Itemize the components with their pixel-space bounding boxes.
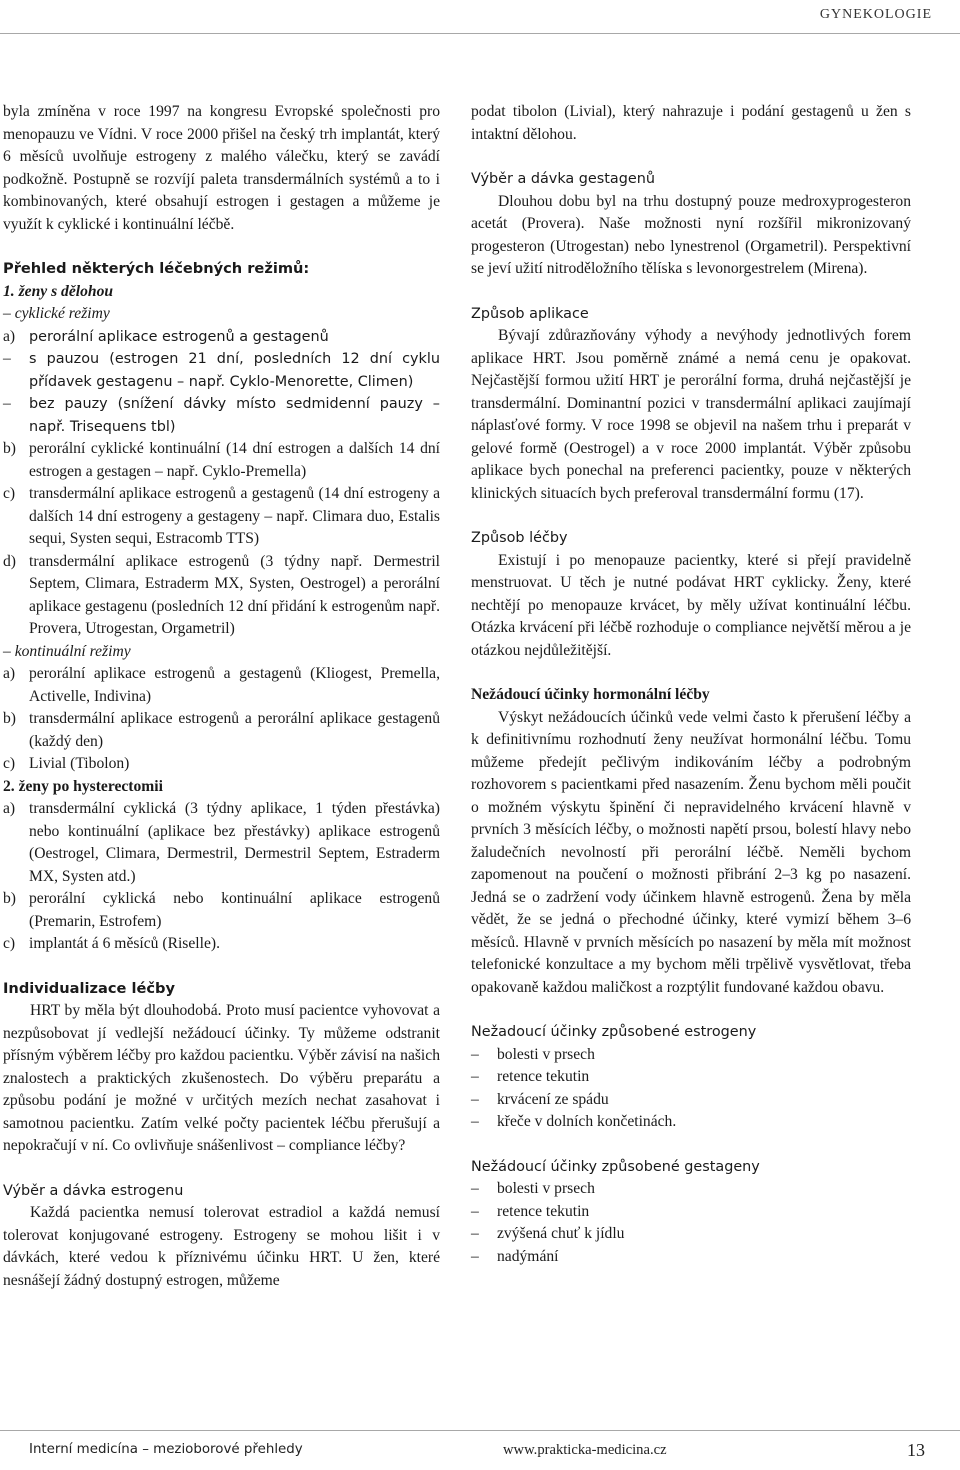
continuation-paragraph: podat tibolon (Livial), který nahrazuje i podání gestagenů u žen s intaktní dělohou. xyxy=(471,103,911,143)
individual-paragraph: HRT by měla být dlouhodobá. Proto musí pacientce vyhovovat a nezpůsobovat jí vedlejší nežádoucí účinky. Ty můžeme odstranit přísným výběrem léčby pro každou pacientku. Výběr závisí na našich znalostech a praktických zkušenostech. Do výběru preparátu a způsobu podání je možné v určitých mezích nechat zasahovat i samotnou pacientku. Zatím velké počty pacientek léčbu přerušují a nepokračují v ní. Co ovlivňuje snášenlivost – compliance léčby? xyxy=(3,1002,440,1154)
list-item: – krvácení ze spádu xyxy=(471,1090,609,1108)
journal-name: Interní medicína – mezioborové přehledy xyxy=(29,1442,303,1457)
group2-heading: 2. ženy po hysterectomii xyxy=(3,777,163,795)
left-column xyxy=(3,101,440,1292)
list-item: – křeče v dolních končetinách. xyxy=(471,1113,677,1130)
application-paragraph: Bývají zdůrazňovány výhody a nevýhody jednotlivých forem aplikace HRT. Jsou poměrně známé a nemá cenu je opakovat. Nejčastější formou užití HRT je perorální forma, druhá nejčastější je transdermální. Dominantní pozici v transdermální aplikaci zaujímají náplasťové formy. V roce 1998 se objevil na našem trhu i preparát v gelové formě (Oestrogel) a v roce 2000 implantát. Výběr způsobu aplikace bych ponechal na preferenci pacientky, pouze v některých klinických situacích bych preferoval transdermální formu (17). xyxy=(471,327,911,502)
page-number: 13 xyxy=(907,1440,925,1460)
list-item: – retence tekutin xyxy=(471,1068,590,1085)
list-item: a) perorální aplikace estrogenů a gestagenů (Kliogest, Premella, Activelle, Indivina) xyxy=(3,665,440,705)
intro-paragraph: byla zmíněna v roce 1997 na kongresu Evropské společnosti pro menopauzu ve Vídni. V roce 2000 přišel na český trh implantát, který 6 měsíců uvolňuje estrogeny z malého válečku, který se zavádí podkožně. Postupně se rozvíjí paleta transdermálních systémů a to i kombinovaných, které obsahují estrogen i gestagen a můžeme je využít k cyklické i kontinuální léčbě. xyxy=(3,103,440,233)
side-effects-paragraph: Výskyt nežádoucích účinků vede velmi často k přerušení léčby a k definitivnímu rozhodnutí ženy neužívat hormonální léčbu. Tomu můžeme předejít pečlivým indikováním léčby a podrobným rozhovorem s pacientkami před nasazením. Ženu bychom měli poučit o možném výskytu špinění či nepravidelného krvácení hlavně v prvních 3 měsících léčby, o možnosti napětí prsou, bolestí hlavy nebo žaludečních nevolností při perorální léčbě. Neměli bychom zapomenout na poučení o možnosti přibrání 2–3 kg po nasazení. Jedná se o zadržení vody účinkem hlavně estrogenů. Žena by měla vědět, že se jedná o přechodné účinky, které vymizí během 3–6 měsíců. Hlavně v prvních měsících po nasazení by měla mít možnost telefonické konzultace a my bychom měli trpělivě vysvětlovat, třeba opakovaně každou maličkost a rozptýlit fundované každou obavu. xyxy=(471,708,911,996)
list-item: a) transdermální cyklická (3 týdny aplikace, 1 týden přestávka) nebo kontinuální (aplikace bez přestávky) aplikace estrogenů (Oestrogel, Climara, Dermestril, Dermestril Septem, Estraderm MX, Systen atd.) xyxy=(3,800,440,885)
website-link[interactable]: www.prakticka-medicina.cz xyxy=(503,1442,667,1458)
list-item: – retence tekutin xyxy=(471,1202,590,1220)
page-header xyxy=(0,0,960,34)
section-title: GYNEKOLOGIE xyxy=(819,7,932,22)
list-item: c) Livial (Tibolon) xyxy=(3,755,130,772)
therapy-paragraph: Existují i po menopauze pacientky, které si přejí pravidelně menstruovat. U těch je nutné podávat HRT cyklicky. Ženy, které nechtějí po menopauze krvácet, by měly užívat kontinuální léčbu. Otázka krvácení při léčbě rozhoduje o compliance největší měrou a je otázkou nejdůležitější. xyxy=(471,551,911,659)
list-item: – bolesti v prsech xyxy=(471,1180,595,1197)
gestagen-paragraph: Dlouhou dobu byl na trhu dostupný pouze medroxyprogesteron acetát (Provera). Naše možnosti nyní rozšířil mikronizovaný progesteron (Utrogestan) nebo lynestrenol (Orgametril). Perspektivní se jeví užití nitroděložního tělíska s levonorgestrelem (Mirena). xyxy=(471,192,911,277)
list-item: – zvýšená chuť k jídlu xyxy=(471,1225,625,1242)
list-item: d) transdermální aplikace estrogenů (3 týdny např. Dermestril Septem, Climara, Estraderm MX, Systen, Oestrogel) a perorální aplikace gestagenu (posledních 12 dní přidání k estrogenům např. Provera, Utrogestan, Orgametril) xyxy=(3,552,440,637)
group1-heading: 1. ženy s dělohou xyxy=(3,282,114,300)
therapy-heading: Způsob léčby xyxy=(471,530,568,546)
cyclic-label: – cyklické režimy xyxy=(3,305,110,322)
estrogen-heading: Výběr a dávka estrogenu xyxy=(3,1182,184,1199)
overview-heading: Přehled některých léčebných režimů: xyxy=(3,260,310,277)
right-column xyxy=(471,101,911,1268)
list-item: – nadýmání xyxy=(471,1247,559,1265)
estrogen-paragraph: Každá pacientka nemusí tolerovat estradiol a každá nemusí tolerovat konjugované estrogeny. Estrogeny se mohou lišit i v dávkách, které vedou k příznivému účinku HRT. U žen, které nesnášejí žádný dostupný estrogen, můžeme xyxy=(3,1204,440,1289)
list-item: a) perorální aplikace estrogenů a gestagenů xyxy=(3,327,329,345)
individual-heading: Individualizace léčby xyxy=(3,979,175,997)
estrogen-effects-heading: Nežadoucí účinky způsobené estrogeny xyxy=(471,1024,757,1040)
list-item: b) transdermální aplikace estrogenů a perorální aplikace gestagenů (každý den) xyxy=(3,710,440,750)
list-item: c) implantát á 6 měsíců (Riselle). xyxy=(3,935,220,952)
side-effects-heading: Nežádoucí účinky hormonální léčby xyxy=(471,686,710,703)
list-item: – s pauzou (estrogen 21 dní, posledních 12 dní cyklu přídavek gestagenu – např. Cyklo-Menorette, Climen) xyxy=(3,350,440,390)
list-item: b) perorální cyklické kontinuální (14 dní estrogen a dalších 14 dní estrogen a gestagen – např. Cyklo-Premella) xyxy=(3,440,440,480)
continuous-label: – kontinuální režimy xyxy=(3,642,131,660)
application-heading: Způsob aplikace xyxy=(471,305,589,322)
gestagen-heading: Výběr a dávka gestagenů xyxy=(471,171,655,187)
gestagen-effects-heading: Nežádoucí účinky způsobené gestageny xyxy=(471,1158,760,1175)
list-item: b) perorální cyklická nebo kontinuální aplikace estrogenů (Premarin, Estrofem) xyxy=(3,890,440,930)
list-item: – bez pauzy (snížení dávky místo sedmidenní pauzy – např. Trisequens tbl) xyxy=(3,395,440,435)
list-item: – bolesti v prsech xyxy=(471,1045,595,1063)
page-footer xyxy=(0,1430,960,1470)
list-item: c) transdermální aplikace estrogenů a gestagenů (14 dní estrogeny a dalších 14 dní estrogeny a gestageny – např. Climara duo, Estalis sequi, Systen sequi, Estracomb TTS) xyxy=(3,485,440,547)
